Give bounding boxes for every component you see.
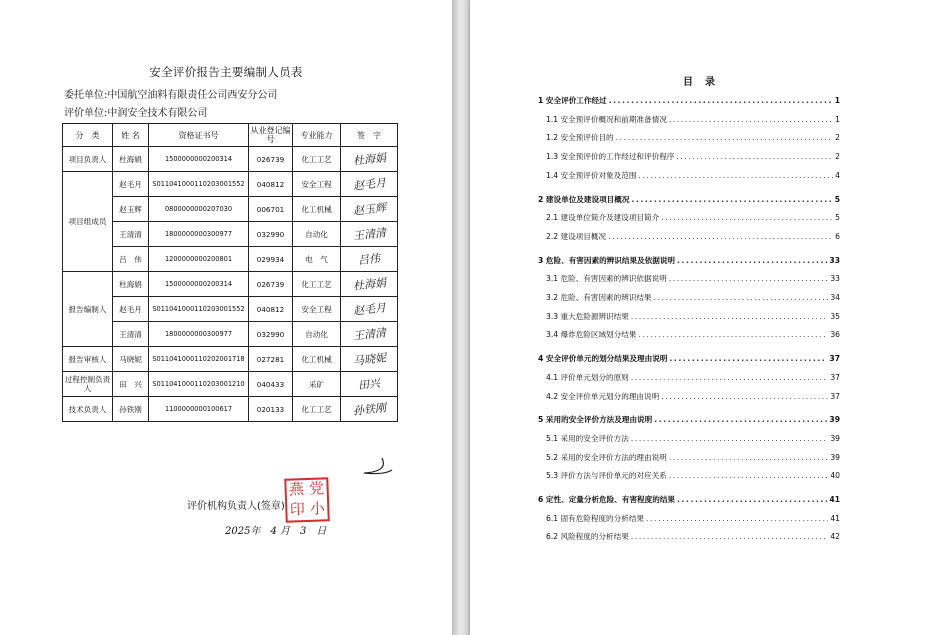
- cell-cert: 1500000000200314: [149, 272, 249, 297]
- cell-name: 杜海娟: [113, 147, 149, 172]
- toc-leader-dots: [616, 132, 834, 144]
- cell-major: 安全工程: [293, 172, 341, 197]
- toc-chapter-entry[interactable]: [538, 194, 840, 206]
- cell-major: 电 气: [293, 247, 341, 272]
- document-title: 安全评价报告主要编制人员表: [149, 65, 303, 79]
- toc-leader-dots: [638, 329, 828, 341]
- toc-section-entry[interactable]: [546, 311, 840, 323]
- toc-page-number: 4: [835, 170, 840, 180]
- signature-stroke: [360, 456, 400, 478]
- cell-signature: [341, 322, 398, 347]
- cell-major: 化工工艺: [293, 272, 341, 297]
- cell-category: 项目组成员: [63, 172, 113, 272]
- cell-name: 赵毛月: [113, 172, 149, 197]
- toc-entry-title: 1.4 安全预评价对象及范围: [546, 170, 637, 180]
- toc-page-number: 41: [829, 495, 840, 504]
- toc-page-number: 36: [830, 330, 840, 340]
- cell-name: 田 兴: [113, 372, 149, 397]
- toc-page-number: 39: [830, 433, 840, 443]
- cell-cert: S011041000110203001210: [149, 372, 249, 397]
- client-name: 中国航空油料有限责任公司西安分公司: [107, 90, 278, 101]
- toc-leader-dots: [646, 513, 828, 525]
- toc-page-number: 2: [835, 133, 840, 143]
- cell-signature: [341, 372, 398, 397]
- toc-page-number: 37: [830, 372, 840, 382]
- toc-entry-title: 1 安全评价工作经过: [538, 96, 607, 105]
- evaluator-line: [64, 104, 207, 119]
- toc-entry-title: 2 建设单位及建设项目概况: [538, 194, 630, 204]
- cell-cert: 0800000000207030: [149, 197, 249, 222]
- table-header-row: [63, 124, 398, 147]
- toc-leader-dots: [669, 353, 827, 365]
- cell-cert: S011041000110202001718: [149, 347, 249, 372]
- cell-cert: S011041000110203001552: [149, 297, 249, 322]
- cell-major: 化工工艺: [293, 397, 341, 422]
- toc-leader-dots: [669, 273, 829, 285]
- toc-leader-dots: [669, 452, 829, 464]
- stamp-char: 印: [289, 500, 306, 519]
- cell-cert: 1800000000300977: [149, 322, 249, 347]
- cell-name: 王清清: [113, 222, 149, 247]
- toc-chapter-entry[interactable]: [538, 494, 840, 506]
- toc-section-entry[interactable]: [546, 273, 840, 285]
- toc-entry-title: 2.1 建设单位简介及建设项目简介: [546, 213, 660, 223]
- cell-reg: 032990: [249, 322, 293, 347]
- toc-section-entry[interactable]: [546, 212, 840, 224]
- handwritten-signature: 赵毛月: [351, 176, 387, 193]
- cell-reg: 026739: [249, 272, 293, 297]
- cell-major: 采矿: [293, 372, 341, 397]
- toc-section-entry[interactable]: [546, 470, 840, 482]
- toc-section-entry[interactable]: [546, 513, 840, 525]
- toc-page-number: 42: [830, 532, 840, 542]
- handwritten-signature: 孙铁刚: [351, 401, 387, 418]
- toc-page-number: 6: [835, 231, 840, 241]
- handwritten-signature: 马晓妮: [351, 351, 387, 368]
- handwritten-signature: 田兴: [357, 376, 381, 393]
- toc-entry-title: 1.2 安全预评价目的: [546, 133, 614, 143]
- cell-major: 化工机械: [293, 197, 341, 222]
- table-row: [63, 322, 398, 347]
- cell-category: 项目负责人: [63, 147, 113, 172]
- toc-entry-title: 3.4 爆炸危险区域划分结果: [546, 330, 637, 340]
- toc-entry-title: 6.2 风险程度的分析结果: [546, 532, 629, 542]
- toc-leader-dots: [631, 433, 828, 445]
- toc-page-number: 37: [829, 354, 840, 364]
- cell-signature: [341, 222, 398, 247]
- cell-signature: [341, 272, 398, 297]
- toc-page-number: 5: [834, 194, 840, 204]
- toc-section-entry[interactable]: [546, 231, 840, 243]
- cell-reg: 006701: [249, 197, 293, 222]
- handwritten-signature: 赵玉辉: [351, 201, 387, 218]
- toc-entry-title: 3.3 重大危险源辨识结果: [546, 311, 629, 321]
- table-row: [63, 297, 398, 322]
- cell-name: 赵毛月: [113, 297, 149, 322]
- cell-signature: [341, 397, 398, 422]
- header-cert: 资格证书号: [149, 124, 249, 147]
- toc-section-entry[interactable]: [546, 531, 840, 543]
- toc-entry-title: 1.3 安全预评价的工作经过和评价程序: [546, 152, 675, 162]
- table-row: [63, 222, 398, 247]
- toc-leader-dots: [609, 95, 833, 107]
- staff-table: [62, 123, 398, 422]
- toc-page-number: 33: [830, 274, 840, 284]
- table-row: [63, 197, 398, 222]
- toc-page-number: 33: [829, 255, 840, 265]
- cell-reg: 040812: [249, 297, 293, 322]
- toc-entry-title: 6.1 固有危险程度的分析结果: [546, 513, 645, 523]
- toc-section-entry[interactable]: [546, 452, 840, 464]
- cell-name: 孙铁刚: [113, 397, 149, 422]
- toc-section-entry[interactable]: [546, 372, 840, 384]
- evaluator-label: 评价单位:: [64, 108, 108, 119]
- cell-reg: 020133: [249, 397, 293, 422]
- toc-page-number: 41: [830, 513, 840, 523]
- toc-entry-title: 6 定性、定量分析危险、有害程度的结果: [538, 495, 676, 504]
- toc-section-entry[interactable]: [546, 391, 840, 403]
- toc-section-entry[interactable]: [546, 114, 840, 126]
- cell-reg: 040812: [249, 172, 293, 197]
- cell-category: 技术负责人: [63, 397, 113, 422]
- toc-chapter-entry[interactable]: [538, 353, 840, 365]
- cell-name: 马晓妮: [113, 347, 149, 372]
- toc-page-number: 39: [829, 415, 840, 425]
- stamp-char: 党: [308, 479, 325, 498]
- toc-page-number: 1: [834, 96, 840, 105]
- toc-page-number: 5: [835, 213, 840, 223]
- cell-signature: [341, 297, 398, 322]
- cell-cert: 1800000000300977: [149, 222, 249, 247]
- cell-reg: 040433: [249, 372, 293, 397]
- toc-entry-title: 3.2 危险、有害因素的辨识结果: [546, 293, 652, 302]
- handwritten-signature: 杜海娟: [351, 151, 387, 168]
- toc-leader-dots: [654, 292, 829, 304]
- toc-section-entry[interactable]: [546, 151, 840, 163]
- cell-name: 吕 伟: [113, 247, 149, 272]
- header-name: 姓 名: [113, 124, 149, 147]
- staff-table-body: [63, 147, 398, 422]
- toc-entry-title: 3.1 危险、有害因素的辨识依据说明: [546, 274, 667, 284]
- table-row: [63, 172, 398, 197]
- toc-entry-title: 4.2 安全评价单元划分的理由说明: [546, 391, 660, 401]
- table-row: [63, 347, 398, 372]
- cell-name: 杜海娟: [113, 272, 149, 297]
- toc-entry-title: 5.1 采用的安全评价方法: [546, 433, 629, 443]
- cell-signature: [341, 197, 398, 222]
- toc-entry-title: 1.1 安全预评价概况和前期准备情况: [546, 114, 667, 124]
- toc-page-number: 39: [830, 452, 840, 462]
- cell-reg: 026739: [249, 147, 293, 172]
- toc-page-number: 40: [830, 471, 840, 481]
- cell-signature: [341, 172, 398, 197]
- header-major: 专业能力: [293, 124, 341, 147]
- cell-major: 自动化: [293, 222, 341, 247]
- cell-signature: [341, 147, 398, 172]
- cell-major: 化工机械: [293, 347, 341, 372]
- table-row: [63, 247, 398, 272]
- toc-entry-title: 5.2 采用的安全评价方法的理由说明: [546, 452, 667, 462]
- cell-major: 安全工程: [293, 297, 341, 322]
- cell-cert: S011041000110203001552: [149, 172, 249, 197]
- toc-leader-dots: [631, 531, 828, 543]
- cell-name: 赵玉辉: [113, 197, 149, 222]
- handwritten-signature: 王清清: [351, 326, 387, 343]
- cell-cert: 1500000000200314: [149, 147, 249, 172]
- cell-name: 王清清: [113, 322, 149, 347]
- toc-leader-dots: [631, 311, 828, 323]
- table-row: [63, 397, 398, 422]
- toc-leader-dots: [631, 372, 828, 384]
- toc-leader-dots: [669, 470, 829, 482]
- toc-chapter-entry[interactable]: [538, 255, 840, 267]
- cell-reg: 029934: [249, 247, 293, 272]
- cell-category: 报告审核人: [63, 347, 113, 372]
- toc-section-entry[interactable]: [546, 132, 840, 144]
- cell-category: 报告编制人: [63, 272, 113, 347]
- stamp-char: 燕: [288, 480, 305, 499]
- toc-leader-dots: [608, 231, 833, 243]
- handwritten-signature: 王清清: [351, 226, 387, 243]
- toc-section-entry[interactable]: [546, 170, 840, 182]
- header-category: 分 类: [63, 124, 113, 147]
- red-seal-stamp: [284, 477, 330, 523]
- toc-leader-dots: [661, 391, 828, 403]
- table-row: [63, 147, 398, 172]
- toc-leader-dots: [661, 212, 833, 224]
- toc-page-number: 1: [835, 114, 840, 124]
- institution-head-sign-label: 评价机构负责人(签章): [187, 501, 285, 512]
- toc-leader-dots: [654, 414, 827, 426]
- cell-major: 化工工艺: [293, 147, 341, 172]
- table-row: [63, 272, 398, 297]
- sign-date: 2025年 4 月 3 日: [225, 526, 327, 537]
- page-gutter: [452, 0, 470, 635]
- toc-page-number: 37: [830, 391, 840, 401]
- toc-section-entry[interactable]: [546, 292, 840, 304]
- toc-section-entry[interactable]: [546, 433, 840, 445]
- toc-entry-title: 4 安全评价单元的划分结果及理由说明: [538, 354, 668, 364]
- toc-leader-dots: [669, 114, 833, 126]
- cell-category: 过程控制负责人: [63, 372, 113, 397]
- toc-leader-dots: [631, 194, 832, 206]
- toc-entry-title: 5 采用的安全评价方法及理由说明: [538, 415, 653, 425]
- toc-chapter-entry[interactable]: [538, 414, 840, 426]
- toc-leader-dots: [676, 151, 833, 163]
- toc-leader-dots: [677, 494, 827, 506]
- cell-cert: 1100000000100617: [149, 397, 249, 422]
- toc-entry-title: 4.1 评价单元划分的原则: [546, 372, 629, 382]
- cell-signature: [341, 247, 398, 272]
- header-reg: 从业登记编号: [249, 124, 293, 147]
- cell-major: 自动化: [293, 322, 341, 347]
- toc-page-number: 34: [830, 293, 840, 302]
- handwritten-signature: 杜海娟: [351, 276, 387, 293]
- toc-entry-title: 5.3 评价方法与评价单元的对应关系: [546, 471, 667, 481]
- stamp-char: 小: [309, 499, 326, 518]
- header-signature: 签 字: [341, 124, 398, 147]
- toc-entry-title: 3 危险、有害因素的辨识结果及依据说明: [538, 255, 676, 265]
- client-line: [64, 86, 277, 101]
- client-label: 委托单位:: [64, 90, 108, 101]
- handwritten-signature: 赵毛月: [351, 301, 387, 318]
- cell-reg: 032990: [249, 222, 293, 247]
- evaluator-name: 中润安全技术有限公司: [107, 108, 208, 119]
- cell-cert: 1200000000200801: [149, 247, 249, 272]
- handwritten-signature: 吕伟: [357, 251, 381, 268]
- cell-reg: 027281: [249, 347, 293, 372]
- toc-page-number: 35: [830, 311, 840, 321]
- table-row: [63, 372, 398, 397]
- toc-leader-dots: [677, 255, 827, 267]
- toc-leader-dots: [638, 170, 833, 182]
- toc-page-number: 2: [835, 152, 840, 162]
- cell-signature: [341, 347, 398, 372]
- toc-title: 目 录: [683, 77, 716, 88]
- toc-entry-title: 2.2 建设项目概况: [546, 231, 607, 241]
- toc-section-entry[interactable]: [546, 329, 840, 341]
- toc-chapter-entry[interactable]: [538, 95, 840, 107]
